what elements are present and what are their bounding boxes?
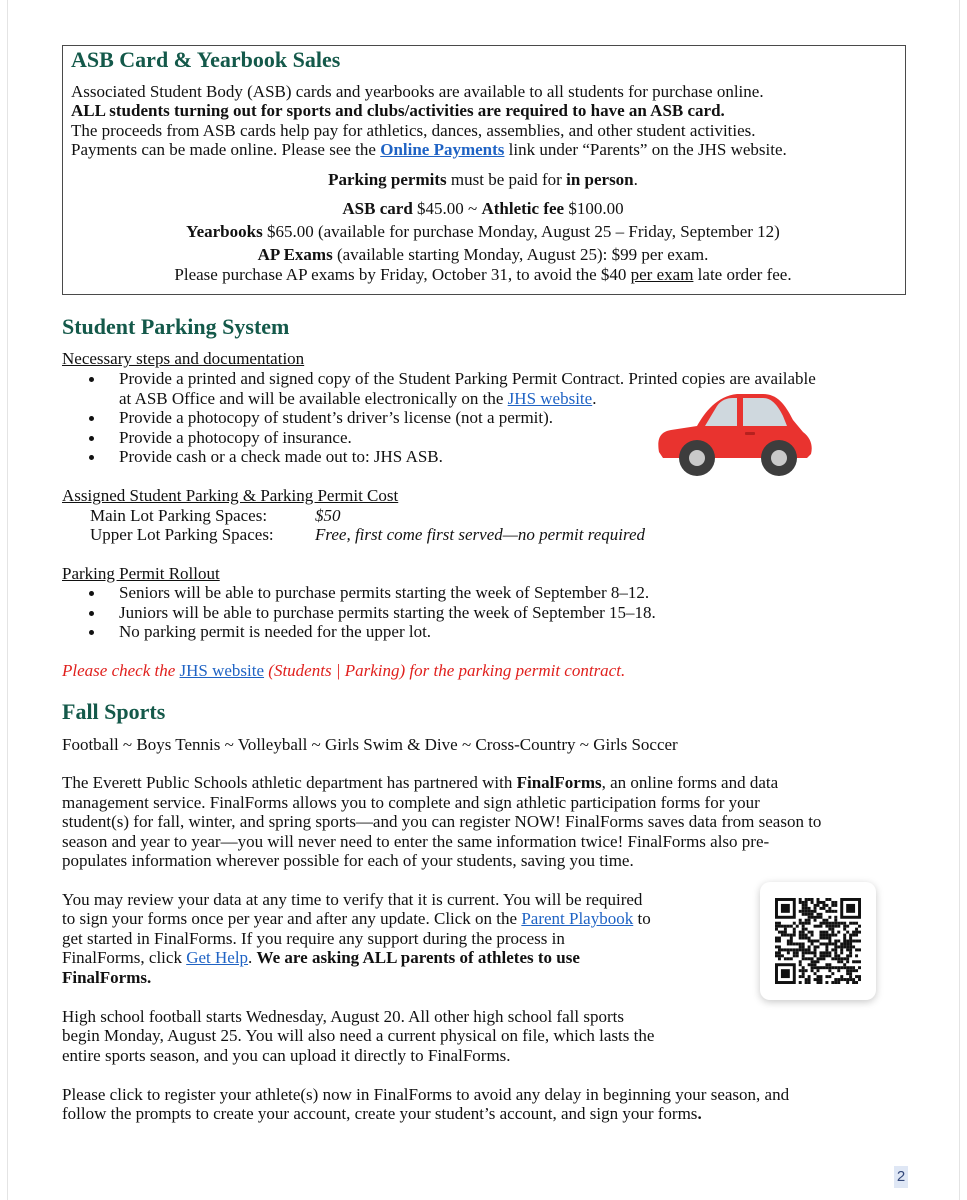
asb-line-1: Associated Student Body (ASB) cards and yearbooks are available to all students for purchase online.	[71, 82, 764, 101]
review-para-line-3: get started in FinalForms. If you require any support during the process in	[62, 929, 565, 948]
review-p4-bold: We are asking ALL parents of athletes to use	[256, 948, 580, 967]
parking-permits-mid: must be paid for	[446, 170, 567, 189]
season-para-line-3: entire sports season, and you can upload it directly to FinalForms.	[62, 1046, 511, 1065]
rollout-item-2: Juniors will be able to purchase permits starting the week of September 15–18.	[119, 603, 656, 622]
asb-line-2: ALL students turning out for sports and clubs/activities are required to have an ASB card.	[71, 101, 725, 120]
asb-card-price: $45.00 ~	[412, 199, 482, 218]
register-para-line-1: Please click to register your athlete(s) now in FinalForms to avoid any delay in beginning your season, and	[62, 1085, 790, 1104]
finalforms-para-line-2: management service. FinalForms allows you to complete and sign athletic participation forms for your	[62, 793, 760, 812]
register-p2-period: .	[697, 1104, 702, 1123]
season-para-line-1: High school football starts Wednesday, August 20. All other high school fall sports	[62, 1007, 624, 1026]
step-1-line-2-text: at ASB Office and will be available electronically on the	[119, 388, 508, 408]
rollout-item-3: No parking permit is needed for the upper lot.	[119, 622, 432, 641]
rollout-heading: Parking Permit Rollout	[62, 564, 220, 583]
rollout-item-1: Seniors will be able to purchase permits starting the week of September 8–12.	[119, 583, 650, 602]
page-number: 2	[894, 1166, 908, 1188]
step-item-2: Provide a photocopy of student’s driver’s license (not a permit).	[119, 408, 554, 427]
athletic-fee-price: $100.00	[564, 199, 624, 218]
step-1-line-1: Provide a printed and signed copy of the Student Parking Permit Contract. Printed copies are available	[119, 369, 816, 388]
upper-lot-value: Free, first come first served—no permit required	[315, 525, 646, 544]
season-para-line-2: begin Monday, August 25. You will also need a current physical on file, which lasts the	[62, 1026, 655, 1045]
review-p2-tail: to	[633, 909, 651, 928]
asb-section-title: ASB Card & Yearbook Sales	[71, 47, 341, 72]
document-page	[8, 0, 959, 1200]
finalforms-p1-tail: , an online forms and data	[601, 773, 779, 792]
athletic-fee-label: Athletic fee	[481, 199, 565, 218]
review-para-line-5: FinalForms.	[62, 968, 152, 987]
finalforms-para-line-5: populates information wherever possible for each of your students, saving you time.	[62, 851, 634, 870]
upper-lot-label: Upper Lot Parking Spaces:	[90, 525, 274, 544]
register-para-line-2	[62, 1104, 702, 1124]
review-para-line-2	[62, 909, 651, 929]
sports-list: Football ~ Boys Tennis ~ Volleyball ~ Girls Swim & Dive ~ Cross-Country ~ Girls Soccer	[62, 735, 678, 754]
get-help-link[interactable]: Get Help	[186, 948, 249, 967]
ap-exams-text: (available starting Monday, August 25): $99 per exam.	[332, 245, 709, 264]
per-exam-text: per exam	[630, 265, 694, 284]
in-person-label: in person	[566, 170, 634, 189]
yearbooks-text: $65.00 (available for purchase Monday, August 25 – Friday, September 12)	[262, 222, 780, 241]
cost-heading: Assigned Student Parking & Parking Permit Cost	[62, 486, 399, 505]
step-item-3: Provide a photocopy of insurance.	[119, 428, 352, 447]
step-1-line-2-tail: .	[592, 388, 597, 408]
step-item-4: Provide cash or a check made out to: JHS ASB.	[119, 447, 443, 466]
jhs-website-link-2[interactable]: JHS website	[179, 661, 265, 680]
parent-playbook-link[interactable]: Parent Playbook	[521, 909, 634, 928]
main-lot-value: $50	[315, 506, 341, 525]
asb-line-4-text: Payments can be made online. Please see the	[71, 140, 381, 159]
online-payments-link[interactable]: Online Payments	[380, 140, 505, 159]
review-p4-text: FinalForms, click	[62, 948, 187, 967]
finalforms-name: FinalForms	[516, 773, 602, 792]
asb-line-4	[71, 140, 787, 160]
review-p2-text: to sign your forms once per year and after any update. Click on the	[62, 909, 522, 928]
parking-permits-label: Parking permits	[328, 170, 447, 189]
yearbook-line	[62, 222, 904, 242]
asb-line-4-tail: link under “Parents” on the JHS website.	[504, 140, 787, 159]
register-p2-text: follow the prompts to create your account, create your student’s account, and sign your forms	[62, 1104, 698, 1123]
parking-permits-end: .	[633, 170, 638, 189]
parking-section-title: Student Parking System	[62, 314, 290, 339]
finalforms-para-line-1	[62, 773, 778, 793]
fall-sports-title: Fall Sports	[62, 699, 166, 724]
ap-note-tail: late order fee.	[693, 265, 792, 284]
note-text: Please check the	[62, 661, 180, 680]
review-para-line-4	[62, 948, 580, 968]
ap-exams-line	[62, 245, 904, 265]
asb-fee-line	[62, 199, 904, 219]
parking-permit-line	[62, 170, 904, 190]
asb-card-label: ASB card	[342, 199, 413, 218]
review-para-line-1: You may review your data at any time to verify that it is current. You will be required	[62, 890, 643, 909]
note-tail: (Students | Parking) for the parking permit contract.	[264, 661, 626, 680]
car-icon	[653, 386, 815, 478]
ap-exams-note	[62, 265, 904, 285]
main-lot-label: Main Lot Parking Spaces:	[90, 506, 268, 525]
qr-code-icon	[775, 898, 861, 984]
finalforms-para-line-4: season and year to year—you will never need to enter the same information twice! FinalForms also pre-	[62, 832, 770, 851]
ap-note-text: Please purchase AP exams by Friday, October 31, to avoid the $40	[174, 265, 631, 284]
finalforms-p1-text: The Everett Public Schools athletic department has partnered with	[62, 773, 517, 792]
parking-contract-note	[62, 661, 625, 681]
asb-line-3: The proceeds from ASB cards help pay for athletics, dances, assemblies, and other student activities.	[71, 121, 756, 140]
finalforms-para-line-3: student(s) for fall, winter, and spring sports—and you can register NOW! FinalForms saves data from season to	[62, 812, 822, 831]
jhs-website-link[interactable]: JHS website	[507, 388, 593, 408]
ap-exams-label: AP Exams	[257, 245, 333, 264]
qr-code-card[interactable]	[760, 882, 876, 1000]
yearbooks-label: Yearbooks	[186, 222, 263, 241]
steps-heading: Necessary steps and documentation	[62, 349, 305, 368]
review-p4-mid: .	[248, 948, 257, 967]
